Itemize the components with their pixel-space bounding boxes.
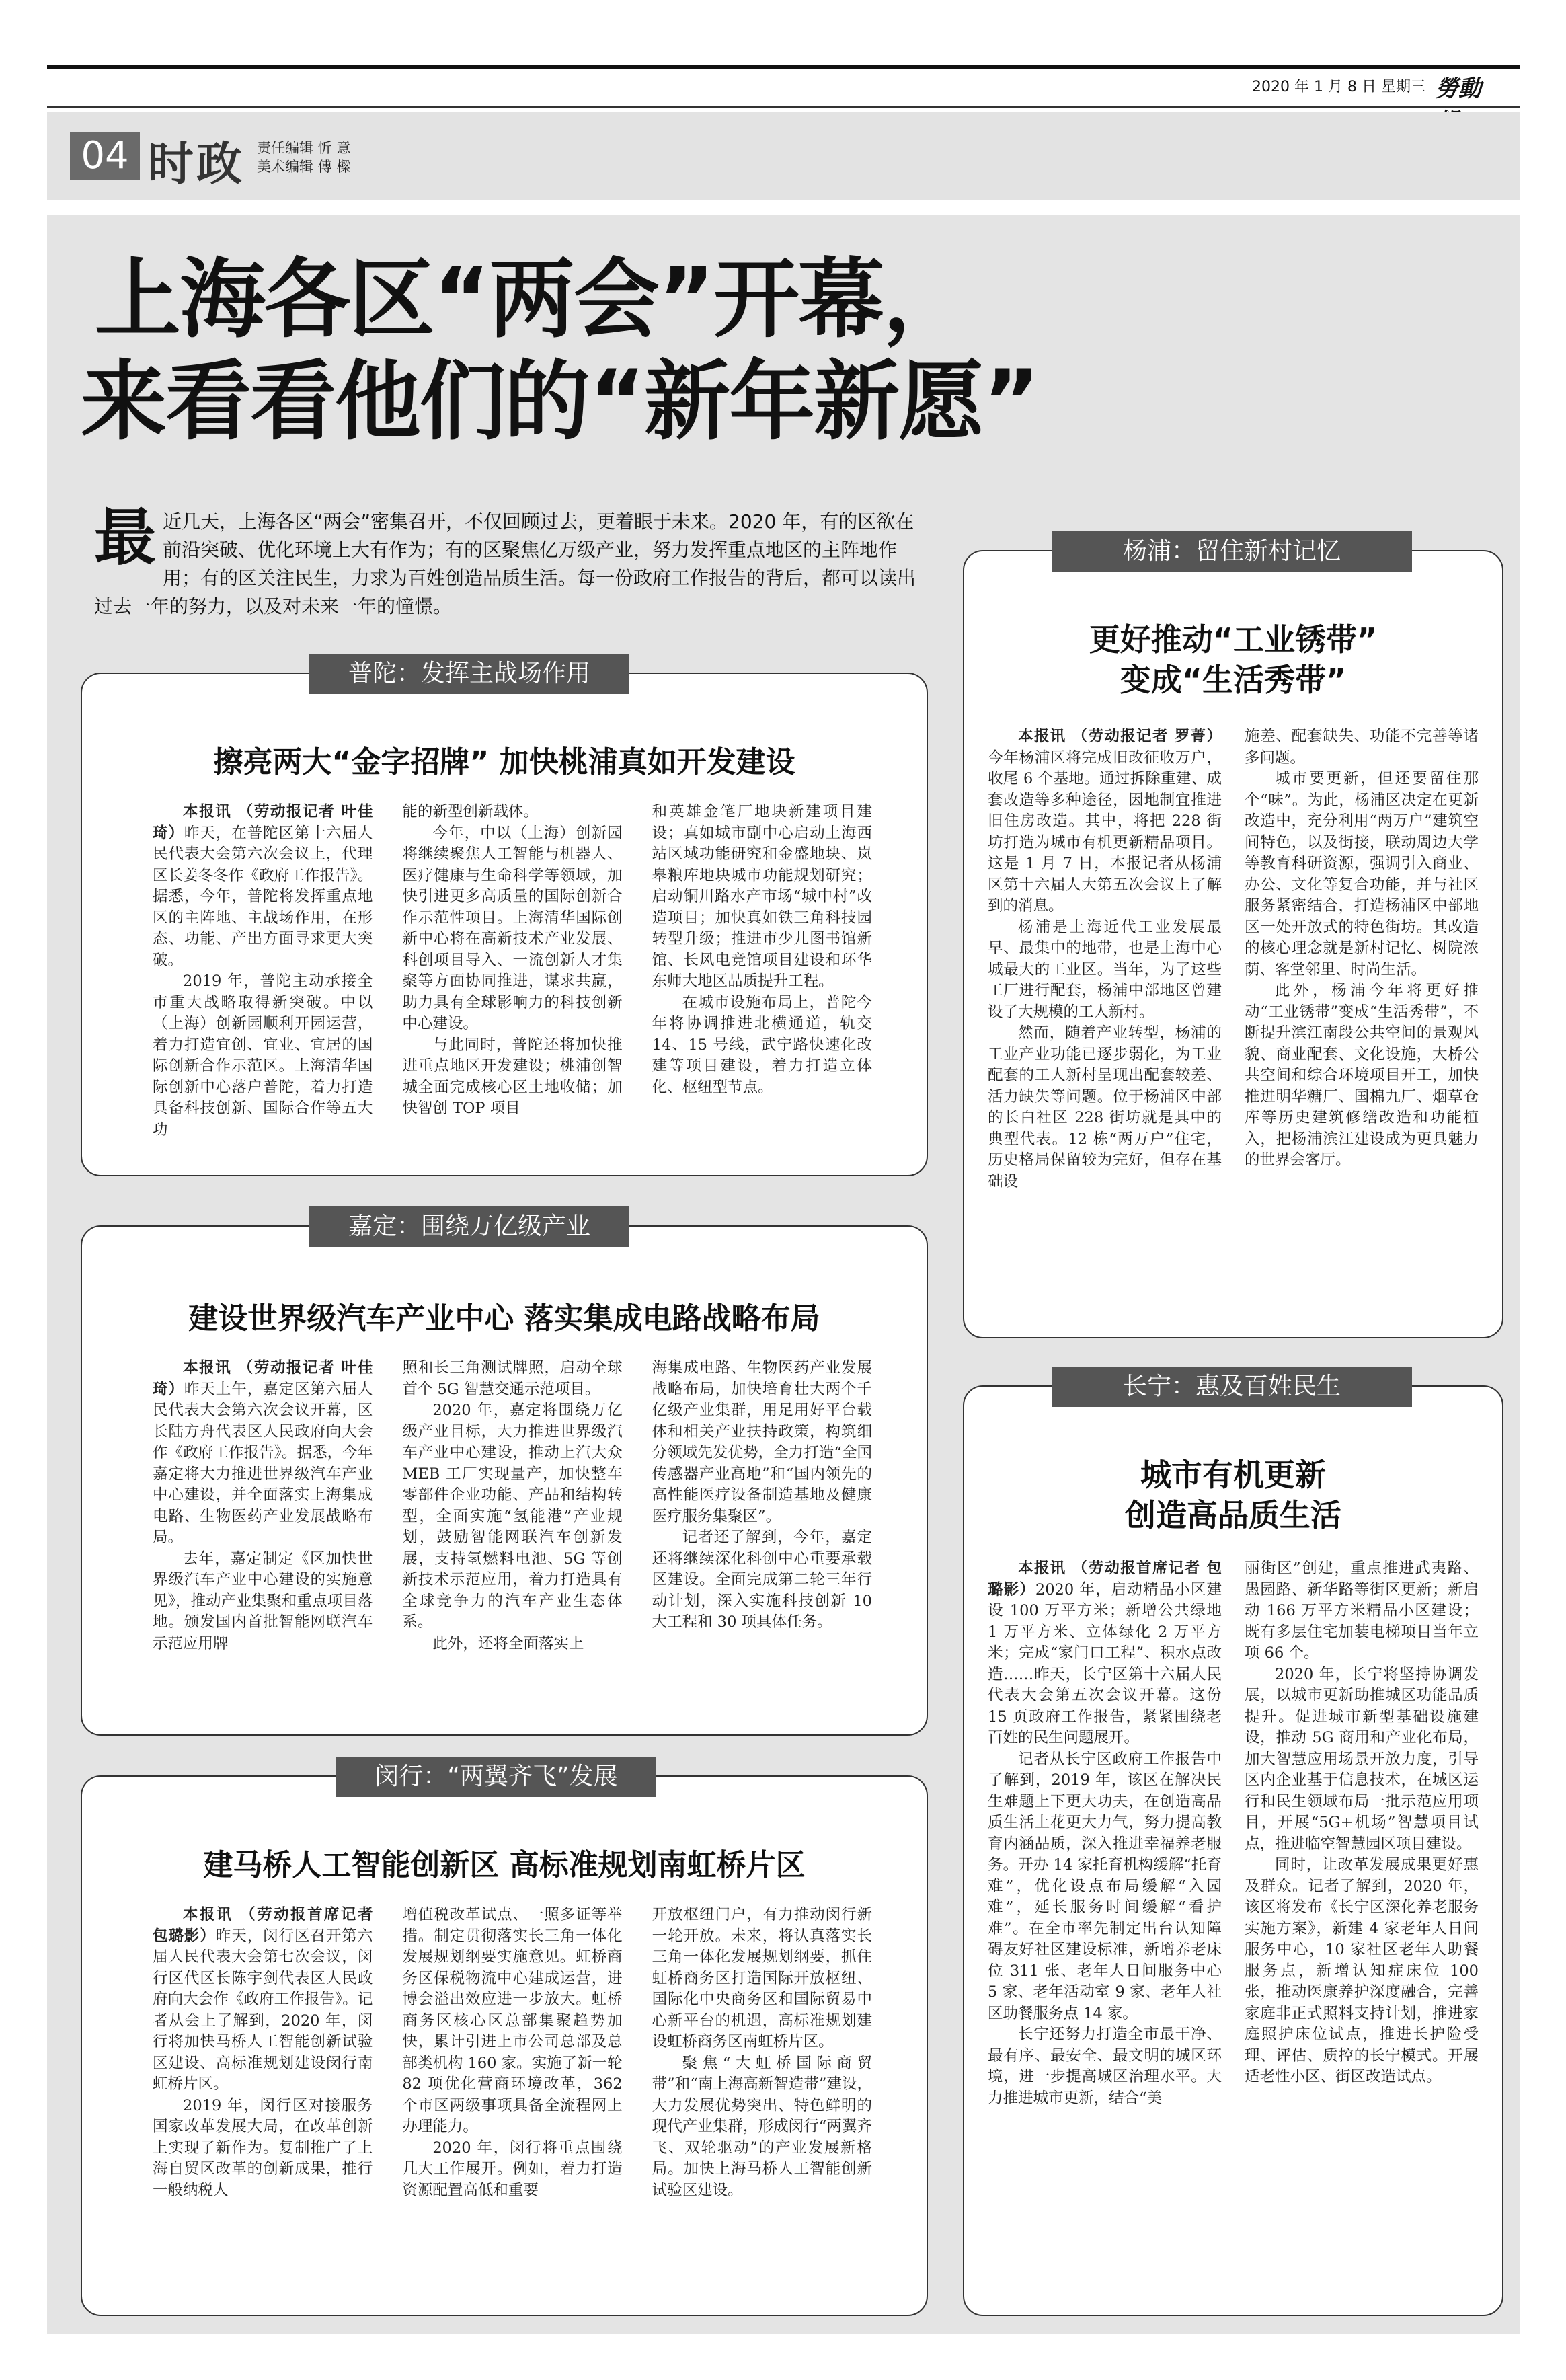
- page-header: [47, 112, 1520, 200]
- paragraph: 海集成电路、生物医药产业发展战略布局，加快培育壮大两个千亿级产业集群，用足用好平台载体和相关产业扶持政策，构筑细分领域先发优势，全力打造“全国传感器产业高地”和“国内领先的高性能医疗设备制造基地及健康医疗服务集聚区”。: [652, 1359, 872, 1525]
- article-column: [153, 802, 373, 1161]
- article-jiading: [81, 1213, 928, 1736]
- article-body: [153, 802, 872, 1161]
- article-title-line-1: 城市有机更新: [1140, 1457, 1326, 1493]
- paragraph: 2020 年，嘉定将围绕万亿级产业目标，大力推进世界级汽车产业中心建设，推动上汽大众 MEB 工厂实现量产，加快整车零部件企业功能、产品和结构转型，全面实施“氢能港”产业规划，鼓励智能网联汽车创新发展，支持氢燃料电池、5G 等创新技术示范应用，着力打造具有全球竞争力的汽车产业生态体系。: [402, 1402, 623, 1631]
- paragraph: 长宁还努力打造全市最干净、最有序、最安全、最文明的城区环境，进一步提高城区治理水平。大力推进城市更新，结合“美: [988, 2026, 1222, 2107]
- byline: 本报讯 （劳动报首席记者 包璐影）: [153, 1906, 373, 1945]
- paragraph: 此外，杨浦今年将更好推动“工业锈带”变成“生活秀带”，不断提升滨江南段公共空间的景观风貌、商业配套、文化设施，大桥公共空间和综合环境项目开工，加快推进明华糖厂、国棉九厂、烟草仓库等历史建筑修缮改造和功能植入，把杨浦滨江建设成为更具魅力的世界会客厅。: [1245, 982, 1479, 1169]
- article-body: [988, 1558, 1479, 2301]
- article-column: [1245, 1558, 1479, 2301]
- article-column: [402, 802, 622, 1161]
- paragraph: 和英雄金笔厂地块新建项目建设；真如城市副中心启动上海西站区域功能研究和金盛地块、岚皋粮库地块城市功能规划研究；启动铜川路水产市场“城中村”改造项目；加快真如铁三角科技园转型升级；推进市少儿图书馆新馆、长风电竞馆项目建设和环华东师大地区品质提升工程。: [652, 803, 872, 990]
- paragraph: 2020 年，闵行将重点围绕几大工作展开。例如，着力打造资源配置高低和重要: [402, 2139, 623, 2199]
- paragraph: 2020 年，长宁将坚持协调发展，以城市更新助推城区功能品质提升。促进城市新型基础设施建设，推动 5G 商用和产业化布局，加大智慧应用场景开放力度，引导区内企业基于信息技术，在城区运行和民生领域布局一批示范应用项目，开展“5G+机场”智慧项目试点，推进临空智慧园区项目建设。: [1245, 1665, 1479, 1853]
- page-number: 04: [70, 132, 140, 180]
- paragraph: 去年，嘉定制定《区加快世界级汽车产业中心建设的实施意见》，推动产业集聚和重点项目落地。颁发国内首批智能网联汽车示范应用牌: [153, 1549, 373, 1652]
- paragraph: 开放枢纽门户，有力推动闵行新一轮开放。未来，将认真落实长三角一体化发展规划纲要，抓住虹桥商务区打造国际开放枢纽、国际化中央商务区和国际贸易中心新平台的机遇，高标准规划建设虹桥商务区南虹桥片区。: [652, 1906, 872, 2050]
- article-column: [652, 1905, 872, 2301]
- article-title-line-2: 变成“生活秀带”: [1120, 662, 1347, 698]
- paragraph: 此外，还将全面落实上: [432, 1634, 584, 1652]
- article-tab: 嘉定：围绕万亿级产业: [309, 1206, 629, 1247]
- headline-line-1: 上海各区“两会”开幕，: [94, 249, 968, 350]
- header-rule: [47, 106, 1520, 108]
- article-column: [153, 1905, 373, 2301]
- article-column: [988, 726, 1222, 1325]
- paragraph: 能的新型创新载体。: [402, 803, 539, 820]
- byline: 本报讯 （劳动报记者 叶佳琦）: [153, 1359, 373, 1398]
- top-rule: [47, 65, 1520, 69]
- article-minhang: [81, 1763, 928, 2316]
- article-column: [652, 802, 872, 1161]
- art-editor-line: 美术编辑 傅 樑: [257, 159, 351, 175]
- article-changning: [963, 1373, 1503, 2316]
- article-title-line-2: 创造高品质生活: [1125, 1497, 1341, 1533]
- headline-line-2: 来看看他们的“新年新愿”: [81, 352, 1039, 452]
- paragraph: 昨天上午，嘉定区第六届人民代表大会第六次会议开幕，区长陆方舟代表区人民政府向大会作《政府工作报告》。据悉，今年嘉定将大力推进世界级汽车产业中心建设，并全面落实上海集成电路、生物医药产业发展战略布局。: [153, 1380, 373, 1546]
- newspaper-logo: 勞動: [1436, 75, 1481, 102]
- article-title: 擦亮两大“金字招牌” 加快桃浦真如开发建设: [213, 745, 795, 779]
- intro-text: 近几天，上海各区“两会”密集召开，不仅回顾过去，更着眼于未来。2020 年，有的区欲在前沿突破、优化环境上大有作为；有的区聚焦亿万级产业，努力发挥重点地区的主阵地作用；有的区关注民生，力求为百姓创造品质生活。每一份政府工作报告的背后，都可以读出过去一年的努力，以及对未来一年的憧憬。: [94, 510, 916, 617]
- paragraph: 杨浦是上海近代工业发展最早、最集中的地带，也是上海中心城最大的工业区。当年，为了这些工厂进行配套，杨浦中部地区曾建设了大规模的工人新村。: [988, 918, 1222, 1021]
- article-tab: 长宁：惠及百姓民生: [1052, 1367, 1412, 1407]
- article-column: [988, 1558, 1222, 2301]
- article-putuo: [81, 660, 928, 1176]
- intro-paragraph: [94, 502, 921, 621]
- article-column: [402, 1905, 622, 2301]
- paragraph: 城市要更新，但还要留住那个“味”。为此，杨浦区决定在更新改造中，充分利用“两万户”建筑空间特色，以及街接，联动周边大学等教育科研资源，强调引入商业、办公、文化等复合功能，并与社区服务紧密结合，打造杨浦区中部地区一处开放式的特色街坊。其改造的核心理念就是新村记忆、树院浓荫、客堂邻里、时尚生活。: [1245, 770, 1479, 978]
- paragraph: 与此同时，普陀还将加快推进重点地区开发建设；桃浦创智城全面完成核心区土地收储；加快智创 TOP 项目: [402, 1036, 623, 1117]
- byline: 本报讯 （劳动报记者 罗菁）: [1018, 728, 1222, 745]
- article-body: [988, 726, 1479, 1325]
- main-headline: [81, 249, 1039, 453]
- section-title: 时政: [148, 137, 245, 191]
- paragraph: 然而，随着产业转型，杨浦的工业产业功能已逐步弱化，为工业配套的工人新村呈现出配套较差、活力缺失等问题。位于杨浦区中部的长白社区 228 街坊就是其中的典型代表。12 栋“两万户”住宅，历史格局保留较为完好，但存在基础设: [988, 1024, 1222, 1190]
- article-column: [153, 1358, 373, 1721]
- paragraph: 昨天，闵行区召开第六届人民代表大会第七次会议，闵行区代区长陈宇剑代表区人民政府向大会作《政府工作报告》。记者从会上了解到，2020 年，闵行将加快马桥人工智能创新试验区建设、高标准规划建设闵行南虹桥片区。: [153, 1927, 373, 2093]
- byline: 本报讯 （劳动报记者 叶佳琦）: [153, 803, 373, 842]
- article-yangpu: [963, 537, 1503, 1338]
- editor-line: 责任编辑 忻 意: [257, 140, 351, 156]
- paragraph: 丽街区”创建，重点推进武夷路、愚园路、新华路等街区更新；新启动 166 万平方米精品小区建设；既有多层住宅加装电梯项目当年立项 66 个。: [1245, 1560, 1479, 1662]
- article-body: [153, 1358, 872, 1721]
- paragraph: 照和长三角测试牌照，启动全球首个 5G 智慧交通示范项目。: [402, 1359, 623, 1398]
- editor-credits: [257, 139, 350, 176]
- article-title: 建马桥人工智能创新区 高标准规划南虹桥片区: [203, 1848, 806, 1882]
- article-column: [1245, 726, 1479, 1325]
- article-column: [402, 1358, 622, 1721]
- article-title: 建设世界级汽车产业中心 落实集成电路战略布局: [188, 1301, 820, 1336]
- paragraph: 增值税改革试点、一照多证等举措。制定贯彻落实长三角一体化发展规划纲要实施意见。虹桥商务区保税物流中心建成运营，进博会溢出效应进一步放大。虹桥商务区核心区总部集聚趋势加快，累计引进上市公司总部及总部类机构 160 家。实施了新一轮 82 项优化营商环境改革，362 个市区两级事项具备全流程网上办理能力。: [402, 1906, 623, 2135]
- article-body: [153, 1905, 872, 2301]
- article-title-line-1: 更好推动“工业锈带”: [1089, 621, 1378, 658]
- paragraph: 在城市设施布局上，普陀今年将协调推进北横通道，轨交 14、15 号线，武宁路快速化改建等项目建设，着力打造立体化、枢纽型节点。: [652, 993, 872, 1096]
- paragraph: 聚焦“大虹桥国际商贸带”和“南上海高新智造带”建设，大力发展优势突出、特色鲜明的现代产业集群，形成闵行“两翼齐飞、双轮驱动”的产业发展新格局。加快上海马桥人工智能创新试验区建设。: [652, 2054, 872, 2199]
- paragraph: 记者还了解到，今年，嘉定还将继续深化科创中心重要承载区建设。全面完成第二轮三年行动计划，深入实施科技创新 10 大工程和 30 项具体任务。: [652, 1529, 872, 1631]
- paragraph: 2019 年，闵行区对接服务国家改革发展大局，在改革创新上实现了新作为。复制推广了上海自贸区改革的创新成果，推行一般纳税人: [153, 2096, 373, 2199]
- article-tab: 闵行：“两翼齐飞”发展: [336, 1757, 656, 1797]
- article-tab: 杨浦：留住新村记忆: [1052, 531, 1412, 572]
- paragraph: 今年杨浦区将完成旧改征收万户，收尾 6 个基地。通过拆除重建、成套改造等多种途径，因地制宜推进旧住房改造。其中，将把 228 街坊打造为城市有机更新精品项目。这是 1 月 7 日，本报记者从杨浦区第十六届人大第五次会议上了解到的消息。: [988, 748, 1222, 915]
- paragraph: 同时，让改革发展成果更好惠及群众。记者了解到，2020 年，该区将发布《长宁区深化养老服务实施方案》，新建 4 家老年人日间服务中心，10 家社区老年人助餐服务点，新增认知症床位 100 张，推动医康养护深度融合，完善家庭非正式照料支持计划，推进家庭照护床位试点，推进长护险受理、评估、质控的长宁模式。开展适老性小区、街区改造试点。: [1245, 1856, 1479, 2085]
- article-tab: 普陀：发挥主战场作用: [309, 654, 629, 694]
- paragraph: 今年，中以（上海）创新园将继续聚焦人工智能与机器人、医疗健康与生命科学等领域，加快引进更多高质量的国际创新合作示范性项目。上海清华国际创新中心将在高新技术产业发展、科创项目导入、一流创新人才集聚等方面协同推进，谋求共赢，助力具有全球影响力的科技创新中心建设。: [402, 824, 623, 1032]
- article-column: [652, 1358, 872, 1721]
- paragraph: 施差、配套缺失、功能不完善等诸多问题。: [1245, 728, 1479, 767]
- issue-date: 2020 年 1 月 8 日 星期三: [1252, 79, 1425, 95]
- paragraph: 2020 年，启动精品小区建设 100 万平方米；新增公共绿地 1 万平方米、立体绿化 2 万平方米；完成“家门口工程”、积水点改造……昨天，长宁区第十六届人民代表大会第五次会议开幕。这份 15 页政府工作报告，紧紧围绕老百姓的民生问题展开。: [988, 1580, 1222, 1746]
- paragraph: 昨天，在普陀区第十六届人民代表大会第六次会议上，代理区长姜冬冬作《政府工作报告》。据悉，今年，普陀将发挥重点地区的主阵地、主战场作用，在形态、功能、产出方面寻求更大突破。: [153, 824, 373, 969]
- drop-cap: 最: [94, 502, 157, 574]
- paragraph: 记者从长宁区政府工作报告中了解到，2019 年，该区在解决民生难题上下更大功夫，在创造高品质生活上花更大力气，努力提高教育内涵品质，深入推进幸福养老服务。开办 14 家托育机构缓解“托育难”，优化设点布局缓解“入园难”，延长服务时间缓解“看护难”。在全市率先制定出台认知障碍友好社区建设标准，新增养老床位 311 张、老年人日间服务中心 5 家、老年活动室 9 家、老年人社区助餐服务点 14 家。: [988, 1750, 1222, 2022]
- paragraph: 2019 年，普陀主动承接全市重大战略取得新突破。中以（上海）创新园顺利开园运营，着力打造宜创、宜业、宜居的国际创新合作示范区。上海清华国际创新中心落户普陀，着力打造具备科技创新、国际合作等五大功: [153, 972, 373, 1139]
- byline: 本报讯 （劳动报首席记者 包璐影）: [988, 1560, 1222, 1599]
